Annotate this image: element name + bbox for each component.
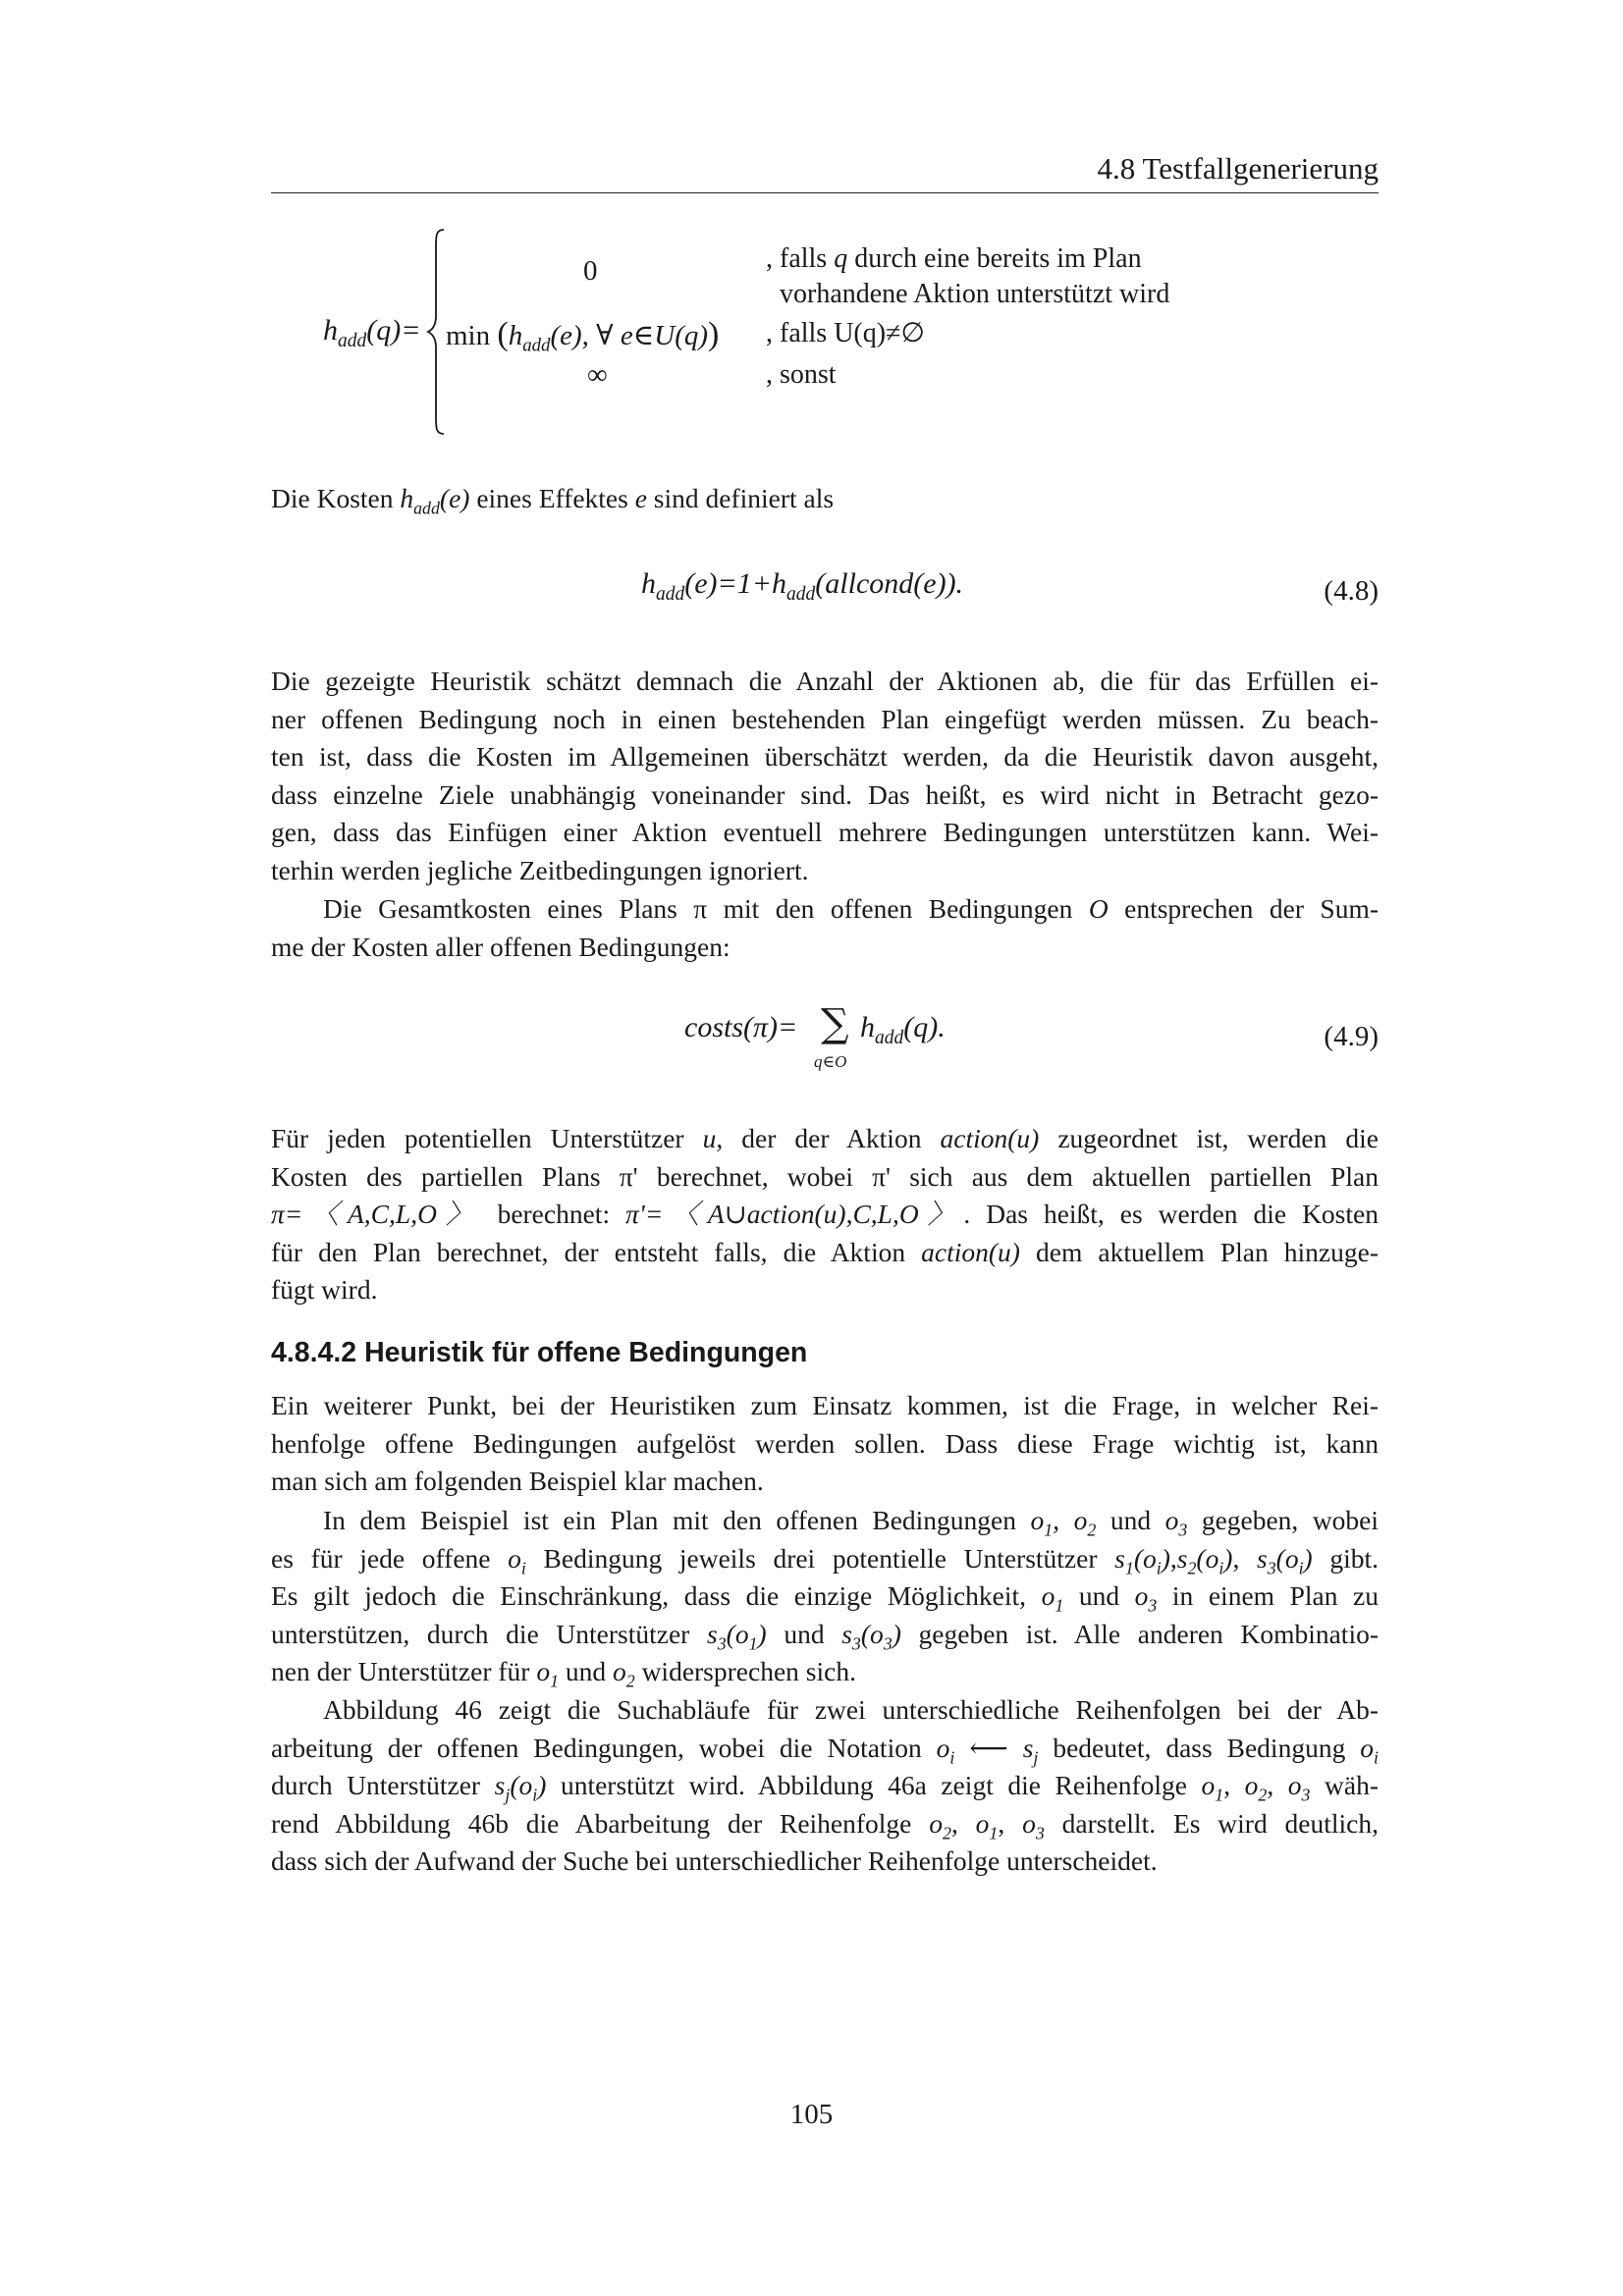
- eq-lhs: $h_{add}(q)=$: [323, 314, 421, 351]
- paragraph-order-question: Ein weiterer Punkt, bei der Heuristiken zum Einsatz kommen, ist die Frage, in welcher Rei- henfolge offene Bedingungen aufgelöst werden sollen. Dass diese Frage wichtig ist, kann man sich am folgenden Beispiel klar machen.: [271, 1390, 1379, 1497]
- running-header: [271, 151, 1379, 193]
- paragraph-heuristic-estimate: Die gezeigte Heuristik schätzt demnach die Anzahl der Aktionen ab, die für das Erfüllen ei- ner offenen Bedingung noch in einen bestehenden Plan eingefügt werden müssen. Zu beach- ten ist, dass die Kosten im Allgemeinen überschätzt werden, da die Heuristik davon ausgeht, dass einzelne Ziele unabhängig voneinander sind. Das heißt, es wird nicht in Betracht gezo- gen, dass das Einfügen einer Aktion eventuell mehrere Bedingungen unterstützen kann. Wei- terhin werden jegliche Zeitbedingungen ignoriert.: [271, 666, 1379, 885]
- equation-number-4-9: (4.9): [1324, 1021, 1379, 1052]
- page-number: 105: [789, 2099, 834, 2130]
- paragraph-total-costs: Die Gesamtkosten eines Plans π mit den offenen Bedingungen O entsprechen der Sum- me der Kosten aller offenen Bedingungen:: [271, 893, 1379, 962]
- equation-4-9: costs(π)=: [684, 1011, 798, 1043]
- header-title: 4.8 Testfallgenerierung: [1097, 151, 1379, 186]
- case1-condition-line1: , falls q durch eine bereits im Plan: [766, 243, 1142, 274]
- sum-symbol: ∑: [821, 1001, 849, 1046]
- sum-index: q∈O: [814, 1052, 847, 1071]
- paragraph-figure-46: Abbildung 46 zeigt die Suchabläufe für zwei unterschiedliche Reihenfolgen bei der Ab- arbeitung der offenen Bedingungen, wobei die Notation $o_i$ ⟵ $s_j$ bedeutet, dass Bedingung $o_i$ durch Unterstützer $s_j(o_i)$ unterstützt wird. Abbildung 46a zeigt die Reihenfolge $o_1$, $o_2$, $o_3$ wäh- rend Abbildung 46b die Abarbeitung der Reihenfolge $o_2$, $o_1$, $o_3$ darstellt. Es wird deutlich, dass sich der Aufwand der Suche bei unterschiedlicher Reihenfolge unterscheidet.: [271, 1694, 1380, 1877]
- case2-value: $\min (h_{add}(e)$, ∀ e∈U(q)): [446, 316, 720, 356]
- case2-condition: , falls U(q)≠∅: [766, 318, 925, 348]
- case1-condition-line2: vorhandene Aktion unterstützt wird: [780, 279, 1170, 309]
- case1-value: 0: [583, 255, 598, 287]
- equation-4-9-rhs: $h_{add}(q)$.: [860, 1011, 946, 1048]
- case3-value: ∞: [587, 359, 608, 391]
- equation-4-8: $h_{add}(e)=1+h_{add}(allcond(e))$.: [641, 567, 964, 605]
- case3-condition: , sonst: [766, 359, 837, 390]
- equation-number-4-8: (4.8): [1324, 575, 1379, 607]
- paragraph-cost-definition: Die Kosten $h_{add}(e)$ eines Effektes e sind definiert als: [271, 483, 835, 518]
- paragraph-example: In dem Beispiel ist ein Plan mit den offenen Bedingungen $o_1$, $o_2$ und $o_3$ gegeben, wobei es für jede offene $o_i$ Bedingung jeweils drei potentielle Unterstützer $s_1(o_i),s_2(o_i)$, $s_3(o_i)$ gibt. Es gilt jedoch die Einschränkung, dass die einzige Möglichkeit, $o_1$ und $o_3$ in einem Plan zu unterstützen, durch die Unterstützer $s_3(o_1)$ und $s_3(o_3)$ gegeben ist. Alle anderen Kombinatio- nen der Unterstützer für $o_1$ und $o_2$ widersprechen sich.: [271, 1505, 1380, 1691]
- paragraph-partial-plan-costs: Für jeden potentiellen Unterstützer u, der der Aktion action(u) zugeordnet ist, werden die Kosten des partiellen Plans π' berechnet, wobei π' sich aus dem aktuellen partiellen Plan π=〈A,C,L,O〉 berechnet: π'=〈A∪action(u),C,L,O〉. Das heißt, es werden die Kosten für den Plan berechnet, der entsteht falls, die Aktion action(u) dem aktuellem Plan hinzuge- fügt wird.: [271, 1123, 1380, 1306]
- section-heading: 4.8.4.2 Heuristik für offene Bedingungen: [271, 1337, 808, 1368]
